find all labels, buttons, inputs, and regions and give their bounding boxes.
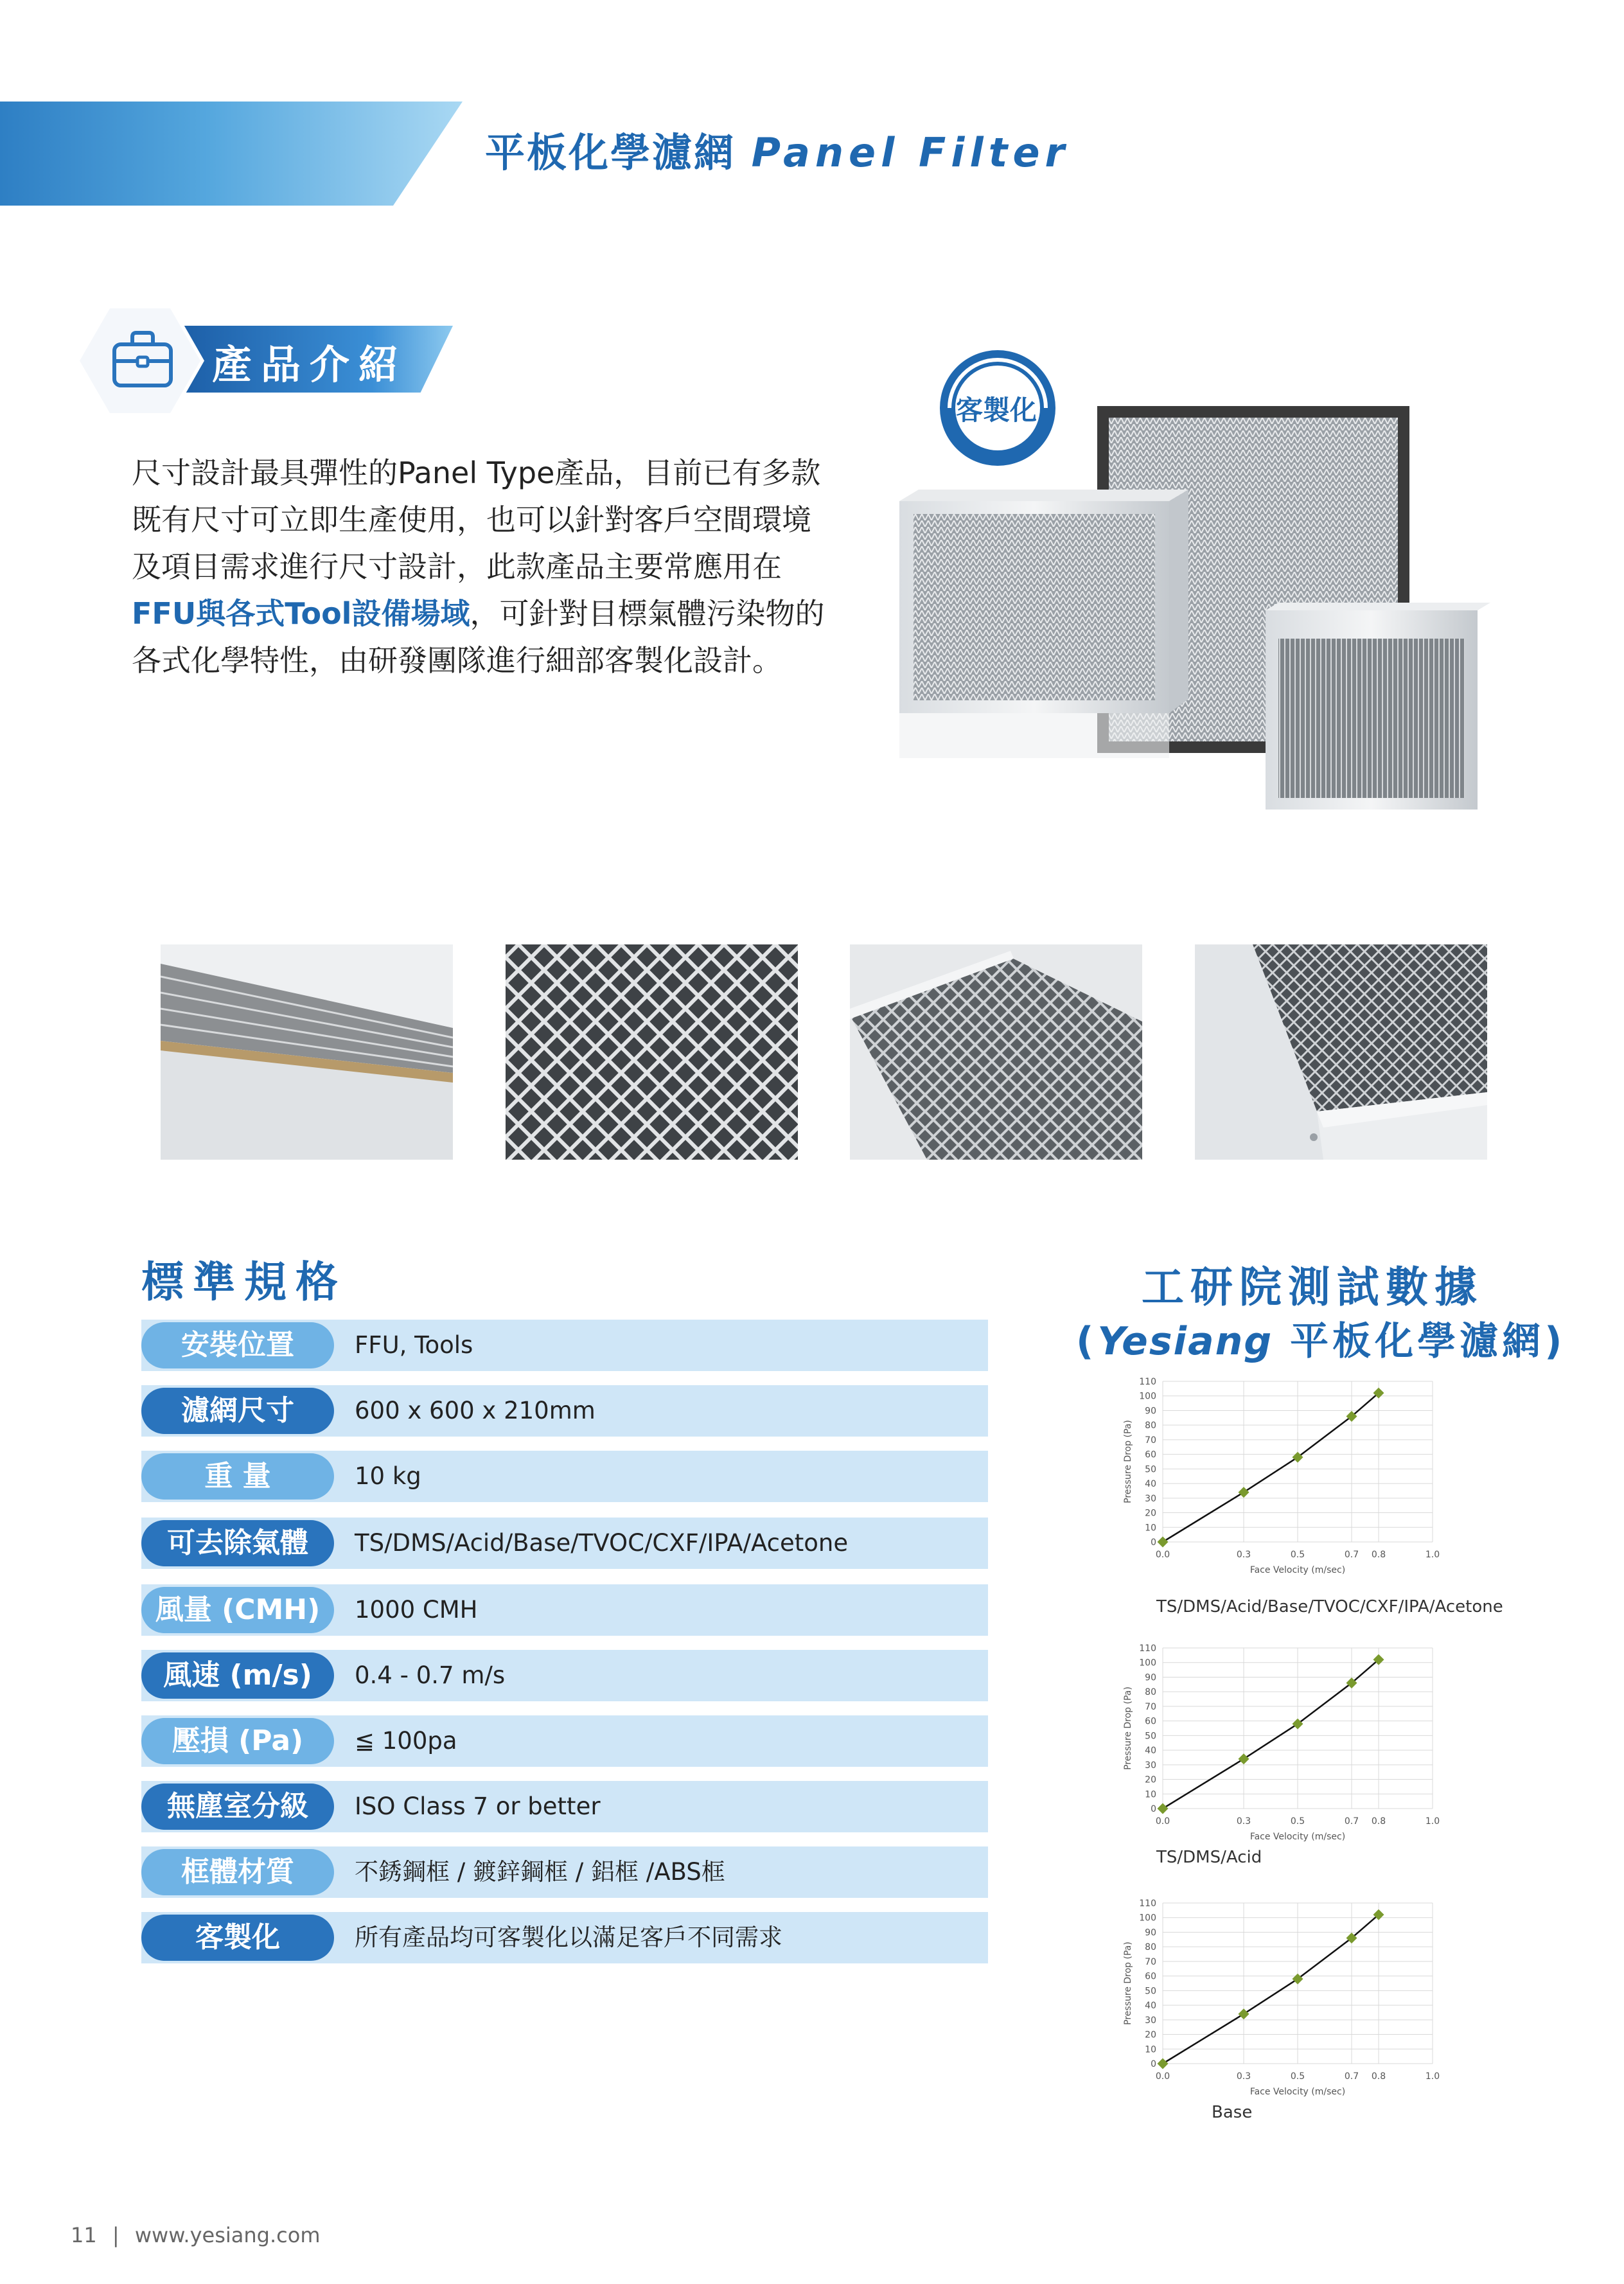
- y-tick-label: 30: [1145, 1493, 1156, 1504]
- itri-title: 工研院測試數據: [1142, 1262, 1483, 1312]
- y-tick-label: 40: [1145, 1746, 1156, 1757]
- intro-line-4: [132, 590, 824, 633]
- y-tick-label: 20: [1145, 1508, 1156, 1519]
- pressure-drop-chart-ts-dms-acid: [1111, 1642, 1471, 1847]
- x-tick-label: 0.8: [1371, 1816, 1386, 1827]
- y-tick-label: 50: [1145, 1731, 1156, 1742]
- intro-line-4-rest: ，可針對目標氣體污染物的: [470, 596, 825, 631]
- y-tick-label: 60: [1145, 1716, 1156, 1727]
- y-tick-label: 80: [1145, 1942, 1156, 1953]
- page-title-zh: 平板化學濾網: [485, 129, 736, 176]
- custom-badge-label: 客製化: [956, 394, 1037, 426]
- spec-label: 重 量: [141, 1453, 334, 1500]
- intro-heading: 產品介紹: [212, 341, 408, 388]
- detail-photo-mesh-closeup: [506, 944, 798, 1160]
- data-point: [1158, 1803, 1169, 1814]
- y-tick-label: 100: [1139, 1391, 1156, 1402]
- itri-subtitle-brand: Yesiang: [1097, 1319, 1273, 1364]
- series-line: [1163, 1660, 1379, 1809]
- spec-label: 風量 (CMH): [141, 1587, 334, 1633]
- series-line: [1163, 1393, 1379, 1542]
- detail-photo-frame-corner: [1195, 944, 1487, 1160]
- spec-label: 可去除氣體: [141, 1520, 334, 1566]
- specs-title: 標準規格: [141, 1257, 347, 1307]
- intro-line-3: 及項目需求進行尺寸設計，此款產品主要常應用在: [132, 549, 782, 584]
- x-tick-label: 1.0: [1425, 1816, 1440, 1827]
- y-tick-label: 70: [1145, 1701, 1156, 1712]
- y-tick-label: 10: [1145, 2044, 1156, 2055]
- y-tick-label: 0: [1151, 1537, 1156, 1548]
- y-tick-label: 110: [1139, 1899, 1156, 1909]
- data-point: [1158, 1537, 1169, 1548]
- x-tick-label: 0.3: [1236, 1816, 1251, 1827]
- x-tick-label: 0.3: [1236, 2071, 1251, 2082]
- detail-photo-pleats-side: [161, 944, 453, 1160]
- x-tick-label: 0.5: [1290, 1816, 1305, 1827]
- spec-value: TS/DMS/Acid/Base/TVOC/CXF/IPA/Acetone: [355, 1529, 849, 1557]
- y-tick-label: 40: [1145, 1479, 1156, 1490]
- y-tick-label: 70: [1145, 1435, 1156, 1446]
- toolbox-icon: [109, 326, 176, 393]
- footer: [71, 2223, 321, 2247]
- chart-1-caption: TS/DMS/Acid: [1156, 1848, 1262, 1867]
- x-tick-label: 0.8: [1371, 1550, 1386, 1560]
- y-axis-label: Pressure Drop (Pa): [1123, 1942, 1133, 2025]
- y-tick-label: 0: [1151, 1804, 1156, 1814]
- y-tick-label: 40: [1145, 2001, 1156, 2012]
- intro-line-2: 既有尺寸可立即生產使用，也可以針對客戶空間環境: [132, 502, 811, 537]
- intro-highlight: FFU與各式Tool設備場域: [132, 596, 470, 631]
- x-tick-label: 0.0: [1155, 1550, 1170, 1560]
- y-tick-label: 70: [1145, 1956, 1156, 1967]
- x-tick-label: 1.0: [1425, 1550, 1440, 1560]
- y-tick-label: 30: [1145, 2015, 1156, 2026]
- pressure-drop-chart-all-gases: [1111, 1375, 1471, 1580]
- x-tick-label: 0.5: [1290, 1550, 1305, 1560]
- header-banner: [0, 102, 463, 206]
- series-line: [1163, 1915, 1379, 2064]
- itri-subtitle-product: 平板化學濾網: [1273, 1319, 1545, 1364]
- y-tick-label: 100: [1139, 1658, 1156, 1669]
- website-link[interactable]: www.yesiang.com: [134, 2223, 321, 2247]
- y-tick-label: 110: [1139, 1377, 1156, 1387]
- spec-label: 無塵室分級: [141, 1784, 334, 1830]
- footer-separator: |: [112, 2223, 119, 2247]
- chart-2-caption: Base: [1212, 2103, 1253, 2122]
- x-tick-label: 0.5: [1290, 2071, 1305, 2082]
- y-tick-label: 30: [1145, 1760, 1156, 1771]
- x-tick-label: 0.3: [1236, 1550, 1251, 1560]
- itri-subtitle: [1076, 1311, 1566, 1366]
- y-tick-label: 10: [1145, 1523, 1156, 1534]
- y-tick-label: 90: [1145, 1927, 1156, 1938]
- spec-value: 1000 CMH: [355, 1596, 478, 1624]
- spec-label: 風速 (m/s): [141, 1652, 334, 1699]
- intro-line-1: 尺寸設計最具彈性的Panel Type產品，目前已有多款: [132, 456, 821, 490]
- y-tick-label: 0: [1151, 2059, 1156, 2069]
- spec-label: 壓損 (Pa): [141, 1718, 334, 1764]
- spec-value: ISO Class 7 or better: [355, 1793, 601, 1820]
- y-tick-label: 80: [1145, 1687, 1156, 1698]
- y-axis-label: Pressure Drop (Pa): [1123, 1686, 1133, 1770]
- x-axis-label: Face Velocity (m/sec): [1249, 2087, 1346, 2097]
- x-tick-label: 0.7: [1344, 1816, 1359, 1827]
- x-tick-label: 0.0: [1155, 1816, 1170, 1827]
- spec-label: 客製化: [141, 1915, 334, 1961]
- spec-label: 濾網尺寸: [141, 1388, 334, 1434]
- spec-value: ≦ 100pa: [355, 1727, 457, 1755]
- spec-label: 框體材質: [141, 1849, 334, 1895]
- spec-value: 所有產品均可客製化以滿足客戶不同需求: [355, 1924, 782, 1951]
- spec-value: FFU, Tools: [355, 1331, 473, 1359]
- detail-photo-mesh-corner: [850, 944, 1142, 1160]
- page-title-en: Panel Filter: [751, 129, 1070, 176]
- pressure-drop-chart-base: [1111, 1897, 1471, 2102]
- data-point: [1239, 1487, 1249, 1498]
- x-tick-label: 0.8: [1371, 2071, 1386, 2082]
- y-axis-label: Pressure Drop (Pa): [1123, 1420, 1133, 1503]
- x-tick-label: 1.0: [1425, 2071, 1440, 2082]
- page-title: [485, 121, 1070, 178]
- y-tick-label: 50: [1145, 1986, 1156, 1997]
- spec-value: 10 kg: [355, 1462, 421, 1490]
- spec-value: 0.4 - 0.7 m/s: [355, 1661, 506, 1689]
- spec-value: 600 x 600 x 210mm: [355, 1397, 596, 1424]
- y-tick-label: 110: [1139, 1643, 1156, 1654]
- y-tick-label: 90: [1145, 1672, 1156, 1683]
- data-point: [1239, 2008, 1249, 2019]
- spec-value: 不銹鋼框 / 鍍鋅鋼框 / 鋁框 /ABS框: [355, 1858, 725, 1886]
- x-axis-label: Face Velocity (m/sec): [1249, 1565, 1346, 1575]
- y-tick-label: 90: [1145, 1406, 1156, 1417]
- x-axis-label: Face Velocity (m/sec): [1249, 1832, 1346, 1842]
- y-tick-label: 20: [1145, 1775, 1156, 1785]
- page-number: 11: [71, 2223, 97, 2247]
- x-tick-label: 0.7: [1344, 2071, 1359, 2082]
- y-tick-label: 60: [1145, 1971, 1156, 1982]
- data-point: [1158, 2058, 1169, 2069]
- x-tick-label: 0.7: [1344, 1550, 1359, 1560]
- itri-subtitle-open: (: [1076, 1319, 1098, 1364]
- x-tick-label: 0.0: [1155, 2071, 1170, 2082]
- itri-subtitle-close: ): [1544, 1319, 1566, 1364]
- y-tick-label: 20: [1145, 2030, 1156, 2041]
- y-tick-label: 60: [1145, 1449, 1156, 1460]
- y-tick-label: 100: [1139, 1913, 1156, 1924]
- y-tick-label: 50: [1145, 1464, 1156, 1475]
- data-point: [1239, 1753, 1249, 1764]
- spec-label: 安裝位置: [141, 1322, 334, 1368]
- intro-line-5: 各式化學特性，由研發團隊進行細部客製化設計。: [132, 643, 782, 678]
- y-tick-label: 10: [1145, 1789, 1156, 1800]
- chart-0-caption: TS/DMS/Acid/Base/TVOC/CXF/IPA/Acetone: [1156, 1597, 1503, 1616]
- y-tick-label: 80: [1145, 1421, 1156, 1431]
